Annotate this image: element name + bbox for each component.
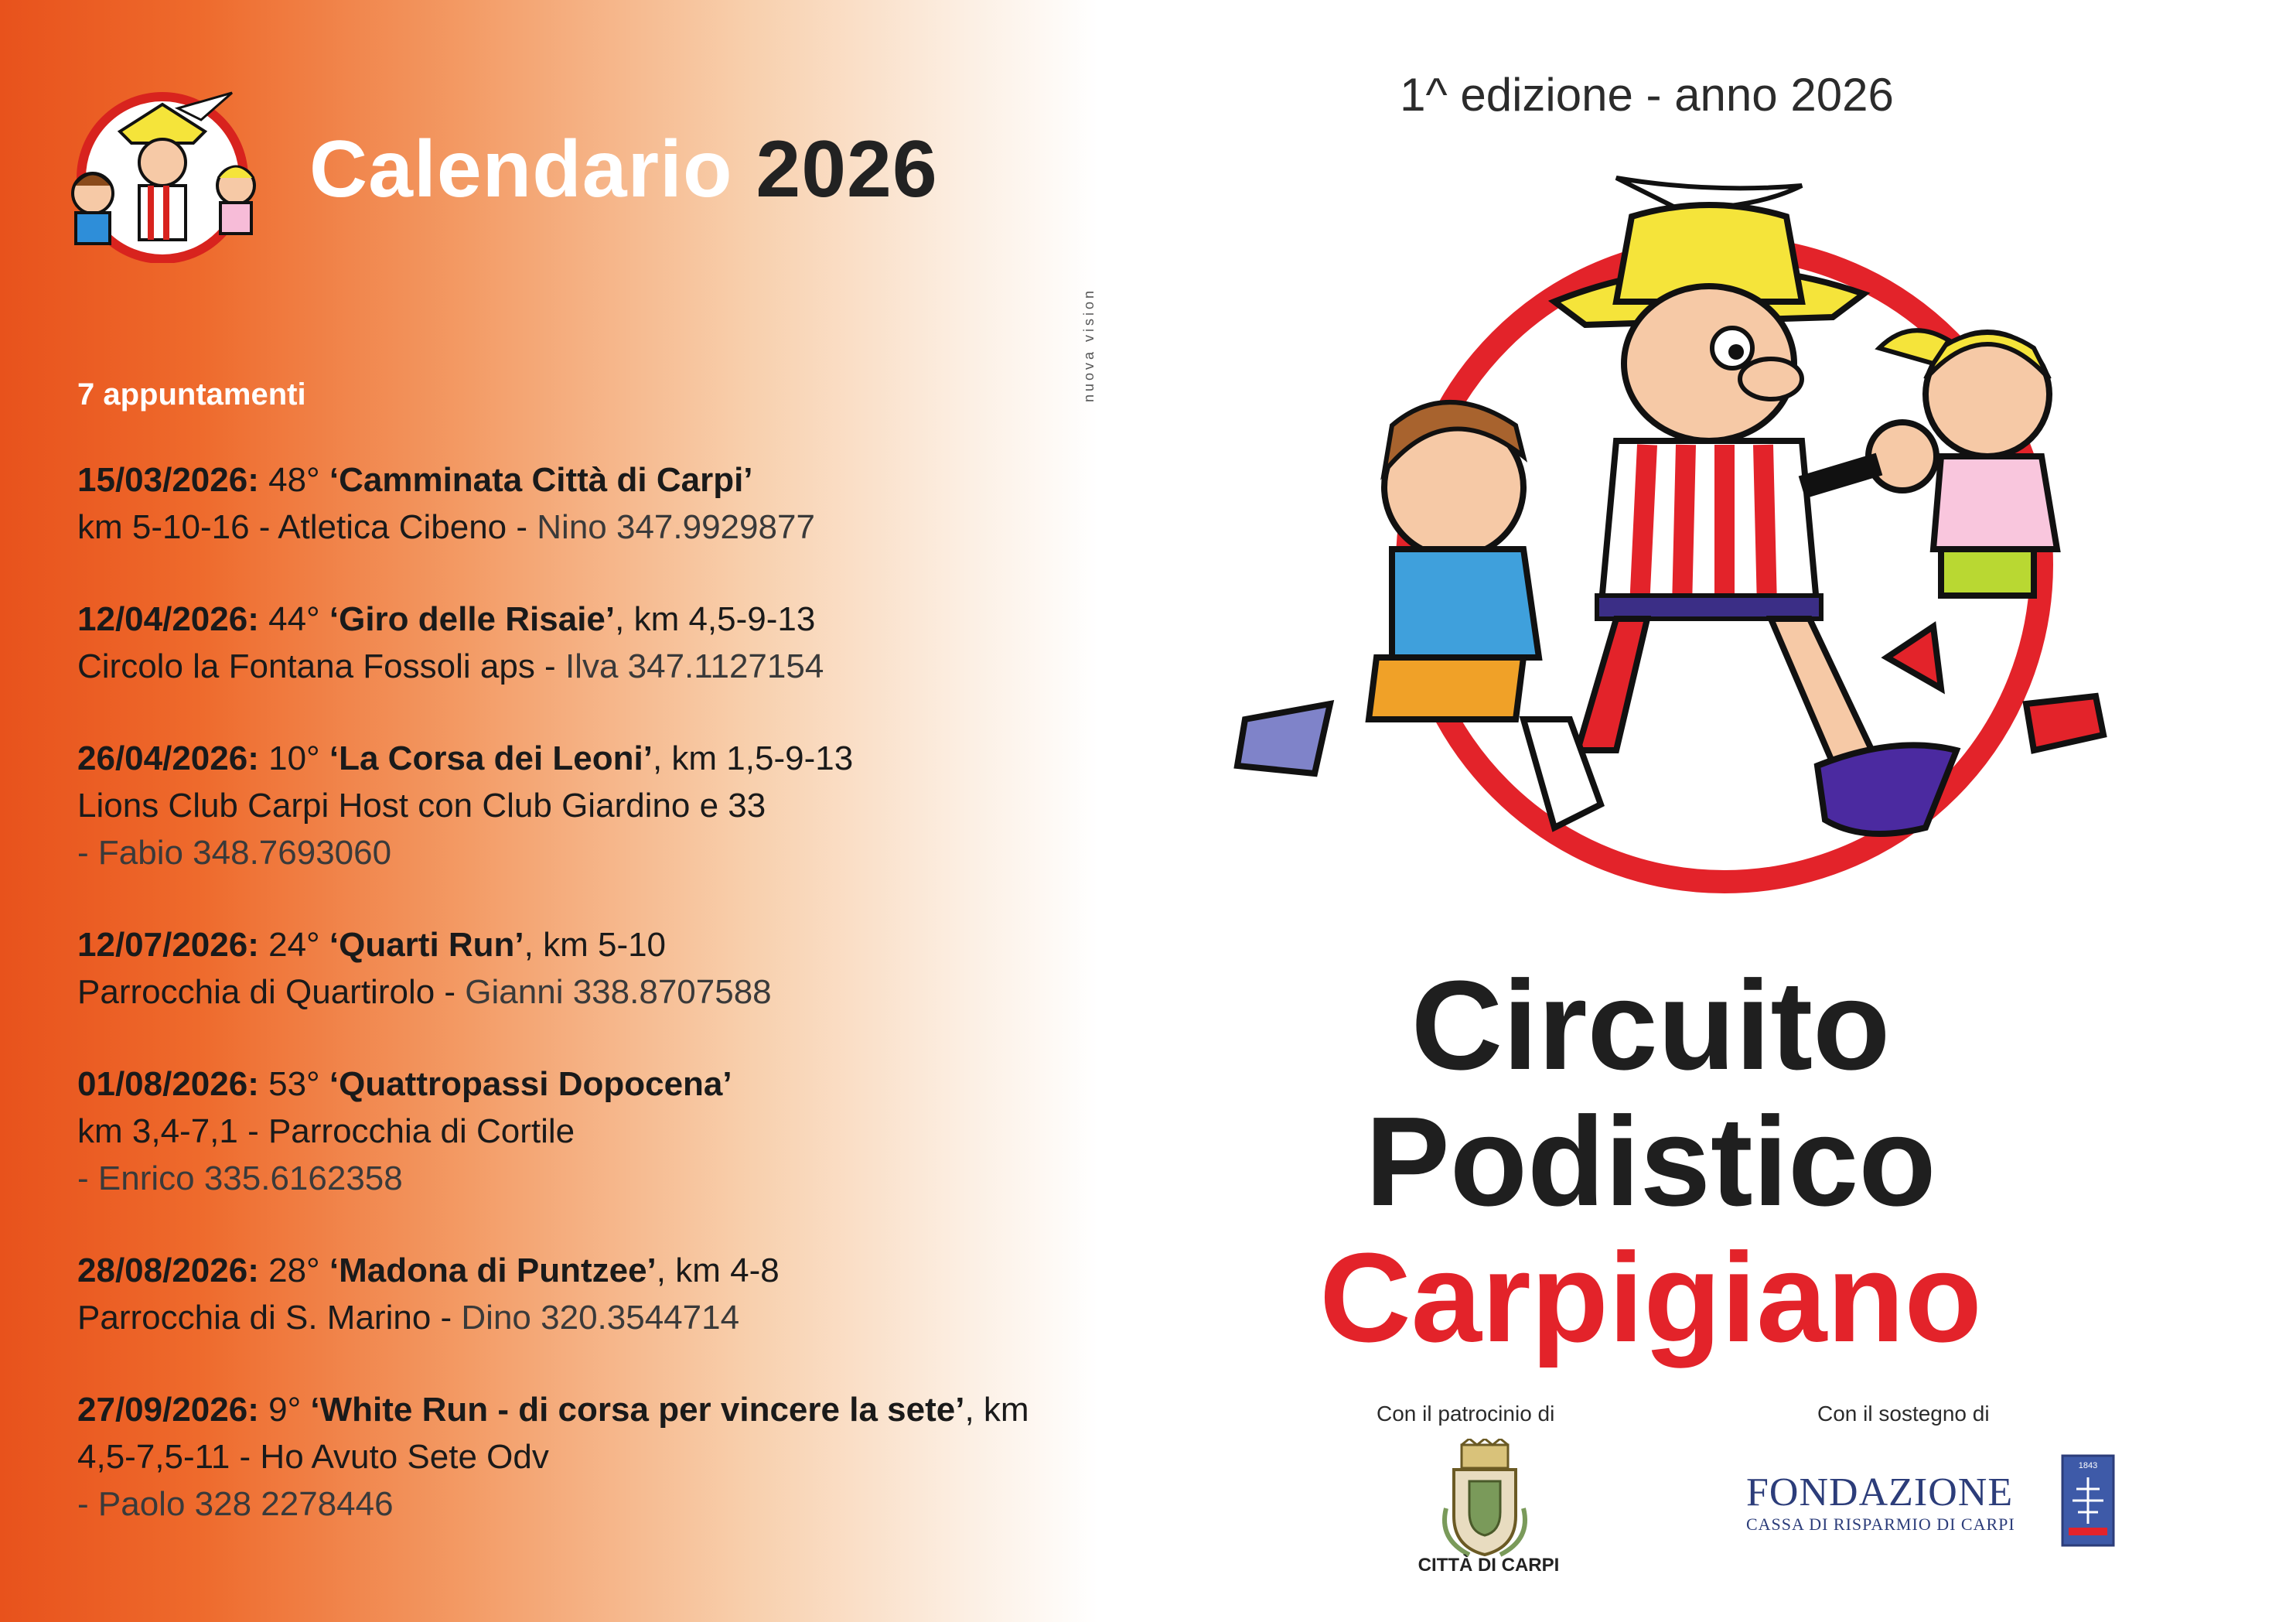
patronage-label: Con il patrocinio di — [1377, 1402, 1555, 1426]
mascot-illustration — [1214, 162, 2204, 905]
event-entry — [77, 1386, 1075, 1528]
event-date: 12/04/2026: — [77, 600, 259, 638]
city-crest-icon — [1431, 1439, 1539, 1562]
event-contact: Dino 320.3544714 — [461, 1299, 740, 1337]
event-contact: Gianni 338.8707588 — [465, 973, 772, 1011]
foundation-emblem-icon — [2061, 1454, 2115, 1547]
city-name: CITTÀ DI CARPI — [1418, 1555, 1560, 1576]
event-distance: , km 1,5-9-13 — [652, 739, 854, 777]
event-edition: 9° — [258, 1391, 302, 1429]
event-name: ‘Madona di Puntzee’ — [319, 1252, 657, 1289]
event-organizer: Parrocchia di S. Marino - — [77, 1299, 462, 1337]
event-list — [77, 456, 1075, 1572]
event-date: 27/09/2026: — [77, 1391, 259, 1429]
event-date: 01/08/2026: — [77, 1065, 259, 1103]
event-edition: 53° — [258, 1065, 320, 1103]
cover-panel — [1098, 0, 2296, 1622]
calendar-title-year: 2026 — [756, 125, 938, 214]
event-contact: - Paolo 328 2278446 — [77, 1485, 394, 1523]
event-contact: - Enrico 335.6162358 — [77, 1159, 403, 1197]
event-name: ‘Quarti Run’ — [319, 926, 524, 964]
event-date: 12/07/2026: — [77, 926, 259, 964]
event-edition: 28° — [258, 1252, 320, 1289]
event-entry — [77, 1060, 1075, 1202]
event-distance: , km 4-8 — [656, 1252, 780, 1289]
event-entry — [77, 456, 1075, 551]
event-distance: , km 4,5-9-13 — [615, 600, 816, 638]
foundation-subtitle: CASSA DI RISPARMIO DI CARPI — [1746, 1514, 2015, 1534]
calendar-title — [309, 124, 938, 216]
calendar-title-word: Calendario — [309, 125, 733, 214]
event-entry — [77, 735, 1075, 876]
main-title — [1098, 954, 2296, 1368]
event-name: ‘White Run - di corsa per vincere la sete’ — [301, 1391, 965, 1429]
event-date: 28/08/2026: — [77, 1252, 259, 1289]
event-date: 15/03/2026: — [77, 461, 259, 499]
event-edition: 44° — [258, 600, 320, 638]
support-label: Con il sostegno di — [1817, 1402, 1990, 1426]
calendar-panel — [0, 0, 1098, 1622]
event-name: ‘La Corsa dei Leoni’ — [319, 739, 653, 777]
event-entry — [77, 1247, 1075, 1341]
event-contact: Nino 347.9929877 — [537, 508, 815, 546]
appointments-count: 7 appuntamenti — [77, 377, 306, 411]
title-line-3: Carpigiano — [1319, 1227, 1982, 1368]
foundation-name: FONDAZIONE — [1746, 1470, 2014, 1514]
event-date: 26/04/2026: — [77, 739, 259, 777]
event-organizer: Circolo la Fontana Fossoli aps - — [77, 647, 565, 685]
foundation-year: 1843 — [2078, 1461, 2098, 1470]
event-distance: , km 5-10 — [524, 926, 667, 964]
printer-credit: nuova vision — [1081, 287, 1097, 402]
event-organizer: km 3,4-7,1 - Parrocchia di Cortile — [77, 1112, 575, 1150]
event-entry — [77, 921, 1075, 1016]
event-edition: 24° — [258, 926, 320, 964]
event-name: ‘Camminata Città di Carpi’ — [319, 461, 753, 499]
event-organizer: Parrocchia di Quartirolo - — [77, 973, 466, 1011]
event-name: ‘Giro delle Risaie’ — [319, 600, 616, 638]
mascot-logo — [46, 77, 278, 263]
event-organizer: km 5-10-16 - Atletica Cibeno - — [77, 508, 537, 546]
title-line-1: Circuito — [1411, 954, 1891, 1096]
event-edition: 10° — [258, 739, 320, 777]
edition-label: 1^ edizione - anno 2026 — [1400, 69, 1894, 121]
event-contact: - Fabio 348.7693060 — [77, 834, 392, 872]
event-contact: Ilva 347.1127154 — [565, 647, 824, 685]
event-entry — [77, 596, 1075, 690]
event-organizer: Lions Club Carpi Host con Club Giardino e 33 — [77, 787, 766, 825]
title-line-2: Podistico — [1365, 1091, 1936, 1232]
event-distance: , km 4,5-7,5-11 - Ho Avuto Sete Odv — [77, 1391, 1029, 1476]
event-name: ‘Quattropassi Dopocena’ — [319, 1065, 732, 1103]
event-edition: 48° — [258, 461, 320, 499]
